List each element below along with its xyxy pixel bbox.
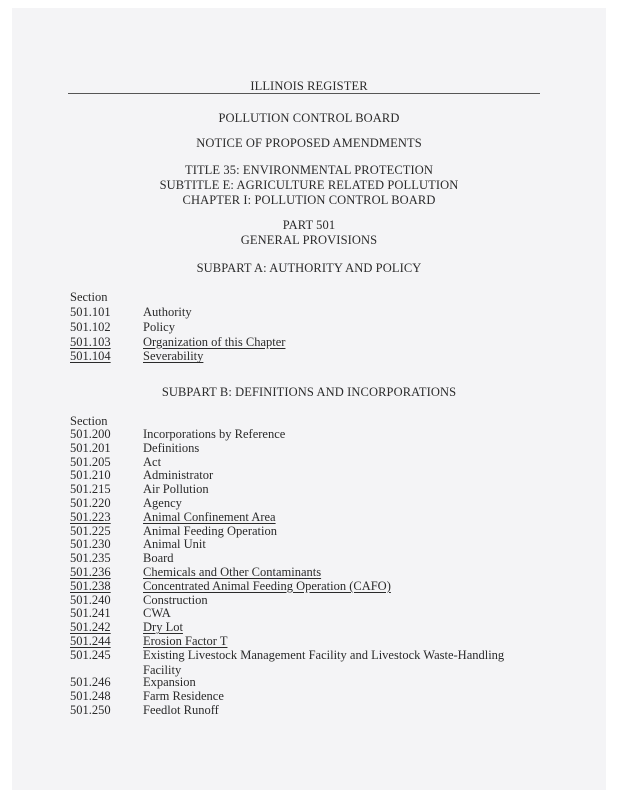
section-number: 501.201 (70, 440, 111, 455)
section-title: Erosion Factor T (143, 634, 228, 648)
section-number: 501.102 (70, 319, 111, 334)
section-number: 501.215 (70, 482, 111, 497)
section-title: Board (143, 551, 174, 566)
section-number: 501.210 (70, 468, 111, 483)
section-title: Administrator (143, 468, 214, 483)
title-line: TITLE 35: ENVIRONMENTAL PROTECTION (184, 163, 434, 177)
section-title: Concentrated Animal Feeding Operation (CAFO) (143, 578, 391, 593)
section-number: 501.104 (70, 349, 111, 364)
section-title: Incorporations by Reference (143, 427, 286, 441)
section-number: 501.238 (70, 578, 111, 593)
section-title: Policy (143, 319, 175, 334)
subpart-a-heading: SUBPART A: AUTHORITY AND POLICY (196, 261, 422, 275)
section-title: Animal Feeding Operation (143, 523, 277, 538)
section-number: 501.250 (70, 703, 111, 717)
section-title: Dry Lot (143, 620, 183, 635)
section-number: 501.240 (70, 592, 111, 607)
section-number: 501.245 (70, 647, 111, 662)
section-number: 501.225 (70, 523, 111, 538)
header-rule (68, 93, 540, 94)
subpart-a-section-label: Section (70, 290, 108, 304)
section-title: Construction (143, 592, 208, 607)
section-title: Organization of this Chapter (143, 334, 286, 349)
section-title: Expansion (143, 675, 196, 690)
register-header: ILLINOIS REGISTER (250, 79, 368, 93)
section-title: CWA (143, 606, 171, 621)
section-number: 501.235 (70, 551, 111, 566)
section-number: 501.241 (70, 606, 111, 621)
subpart-b-heading: SUBPART B: DEFINITIONS AND INCORPORATIONS (161, 385, 457, 399)
section-title: Feedlot Runoff (143, 703, 219, 717)
part-number: PART 501 (282, 218, 336, 232)
section-number: 501.205 (70, 454, 111, 469)
part-name: GENERAL PROVISIONS (240, 233, 378, 247)
subpart-b-section-label: Section (70, 414, 108, 428)
section-title: Animal Unit (143, 537, 206, 552)
section-number: 501.103 (70, 334, 111, 349)
subtitle-line: SUBTITLE E: AGRICULTURE RELATED POLLUTION (159, 178, 459, 192)
section-number: 501.242 (70, 620, 111, 635)
notice-title: NOTICE OF PROPOSED AMENDMENTS (196, 136, 422, 150)
section-number: 501.101 (70, 305, 111, 319)
section-title: Authority (143, 305, 192, 319)
section-title: Farm Residence (143, 689, 224, 704)
section-number: 501.200 (70, 427, 111, 441)
section-title: Animal Confinement Area (143, 509, 276, 524)
section-number: 501.248 (70, 689, 111, 704)
section-title: Chemicals and Other Contaminants (143, 565, 322, 579)
section-number: 501.223 (70, 509, 111, 524)
section-title: Agency (143, 496, 182, 510)
section-number: 501.230 (70, 537, 111, 552)
board-name: POLLUTION CONTROL BOARD (218, 111, 400, 125)
section-number: 501.236 (70, 565, 111, 579)
section-title: Existing Livestock Management Facility and Livestock Waste-Handling Facility (143, 647, 505, 677)
section-number: 501.220 (70, 496, 111, 510)
section-number: 501.244 (70, 634, 111, 648)
section-title: Act (143, 454, 162, 469)
section-title: Air Pollution (143, 482, 209, 497)
section-title: Severability (143, 349, 204, 364)
chapter-line: CHAPTER I: POLLUTION CONTROL BOARD (182, 193, 436, 207)
section-number: 501.246 (70, 675, 111, 690)
section-title: Definitions (143, 440, 200, 455)
